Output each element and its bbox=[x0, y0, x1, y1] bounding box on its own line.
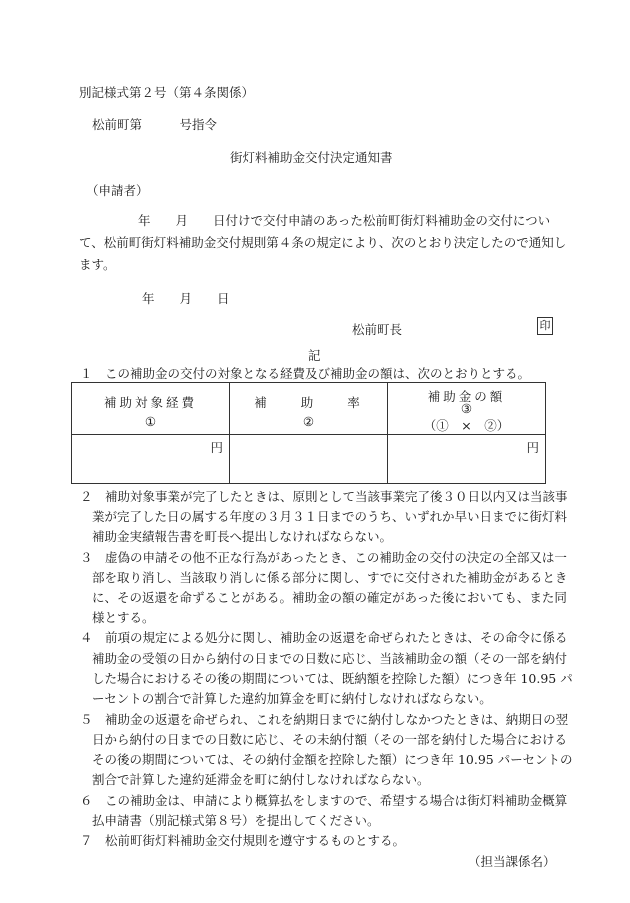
amount-value-cell bbox=[388, 435, 546, 484]
footer-department: （担当課係名） bbox=[468, 854, 556, 869]
form-label: 別記様式第２号（第４条関係） bbox=[79, 85, 255, 100]
item-4-line: ４ 前項の規定による処分に関し、補助金の返還を命ぜられたときは、その命令に係る bbox=[80, 630, 568, 645]
document-title: 街灯料補助金交付決定通知書 bbox=[230, 150, 393, 165]
header-amount-title: 補助金の額 bbox=[427, 389, 506, 404]
header-expense-num: ① bbox=[144, 414, 157, 429]
item-7-line: ７ 松前町街灯料補助金交付規則を遵守するものとする。 bbox=[80, 833, 406, 848]
header-amount-num: ③ bbox=[460, 401, 473, 416]
header-expense-title: 補助対象経費 bbox=[103, 395, 197, 410]
item-6-line: ６ この補助金は、申請により概算払をしますので、希望する場合は街灯料補助金概算 bbox=[80, 793, 568, 808]
item-3-line: ３ 虚偽の申請その他不正な行為があったとき、この補助金の交付の決定の全部又は一 bbox=[80, 550, 567, 565]
ki-heading: 記 bbox=[308, 348, 321, 363]
item-5-line: その後の期間については、その納付金額を控除した額）につき年 10.95 パーセントの bbox=[92, 752, 573, 767]
intro-line: 年 月 日付けで交付申請のあった松前町街灯料補助金の交付につい bbox=[138, 213, 551, 228]
unit-yen: 円 bbox=[210, 440, 223, 455]
item-1: １ この補助金の交付の対象となる経費及び補助金の額は、次のとおりとする。 bbox=[80, 366, 531, 381]
item-2-line: 業が完了した日の属する年度の３月３１日までのうち、いずれか早い日までに街灯料 bbox=[92, 509, 568, 524]
directive-number: 松前町第 号指令 bbox=[92, 117, 218, 132]
item-3-line: 様とする。 bbox=[92, 610, 155, 625]
subsidy-table bbox=[71, 382, 546, 484]
item-4-line: ーセントの割合で計算した違約加算金を町に納付しなければならない。 bbox=[92, 691, 492, 706]
seal-mark: 印 bbox=[537, 317, 553, 335]
item-5-line: ５ 補助金の返還を命ぜられ、これを納期日までに納付しなかつたときは、納期日の翌 bbox=[80, 712, 569, 727]
item-5-line: 割合で計算した違約延滞金を町に納付しなければならない。 bbox=[92, 772, 430, 787]
expense-value-cell bbox=[72, 435, 230, 484]
header-rate-title: 補 助 率 bbox=[254, 395, 363, 410]
table-row bbox=[72, 435, 546, 484]
rate-value-cell bbox=[230, 435, 388, 484]
item-2-line: ２ 補助対象事業が完了したときは、原則として当該事業完了後３０日以内又は当該事 bbox=[80, 489, 568, 504]
intro-line: て、松前町街灯料補助金交付規則第４条の規定により、次のとおり決定したので通知し bbox=[79, 235, 567, 250]
header-cell-amount bbox=[388, 383, 546, 435]
date-line: 年 月 日 bbox=[142, 291, 230, 306]
item-4-line: した場合におけるその後の期間については、既納額を控除した額）につき年 10.95 パ bbox=[92, 671, 573, 686]
table-header-row bbox=[72, 383, 546, 435]
item-4-line: 補助金の受領の日から納付の日までの日数に応じ、当該補助金の額（その一部を納付 bbox=[92, 651, 568, 666]
header-cell-expense bbox=[72, 383, 230, 435]
intro-line: ます。 bbox=[79, 257, 116, 272]
header-amount-formula: （① × ②） bbox=[423, 418, 510, 433]
item-2-line: 補助金実績報告書を町長へ提出しなければならない。 bbox=[92, 529, 393, 544]
item-5-line: 日から納付の日までの日数に応じ、その未納付額（その一部を納付した場合における bbox=[92, 732, 568, 747]
item-3-line: に、その返還を命ずることがある。補助金の額の確定があった後においても、また同 bbox=[92, 590, 567, 605]
issuer: 松前町長 bbox=[352, 322, 403, 337]
item-6-line: 払申請書（別記様式第８号）を提出してください。 bbox=[92, 813, 380, 828]
item-3-line: 部を取り消し、当該取り消しに係る部分に関し、すでに交付された補助金があるとき bbox=[92, 570, 568, 585]
header-cell-rate bbox=[230, 383, 388, 435]
header-rate-num: ② bbox=[302, 414, 315, 429]
applicant-label: （申請者） bbox=[86, 183, 149, 198]
unit-yen: 円 bbox=[526, 440, 539, 455]
